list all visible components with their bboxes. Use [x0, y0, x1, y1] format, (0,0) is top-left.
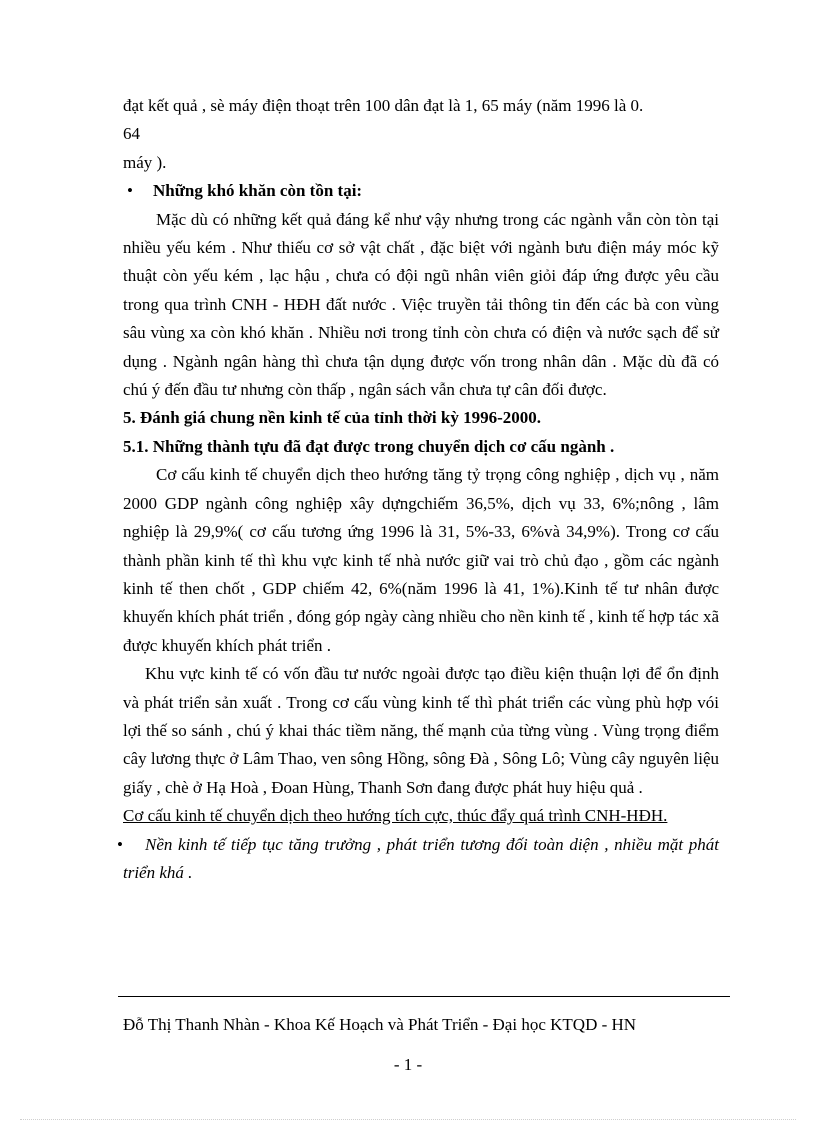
italic-bullet-item [117, 831, 719, 888]
underlined-statement: Cơ cấu kinh tế chuyển dịch theo hướng tích cực, thúc đẩy quá trình CNH-HĐH. [123, 806, 668, 826]
section-5-heading: 5. Đánh giá chung nền kinh tế của tỉnh thời kỳ 1996-2000. [123, 408, 541, 428]
paragraph-structure-shift: Cơ cấu kinh tế chuyển dịch theo hướng tăng tỷ trọng công nghiệp , dịch vụ , năm 2000 GDP ngành công nghiệp xây dựngchiếm 36,5%, dịch vụ 33, 6%;nông , lâm nghiệp là 29,9%( cơ cấu tương ứng 1996 là 31, 5%-33, 6%và 34,9%). Trong cơ cấu thành phần kinh tế thì khu vực kinh tế nhà nước giữ vai trò chủ đạo , gồm các ngành kinh tế then chốt , GDP chiếm 42, 6%(năm 1996 là 41, 1%).Kinh tế tư nhân được khuyến khích phát triển , đóng góp ngày càng nhiều cho nền kinh tế , kinh tế hợp tác xã được khuyến khích phát triển . [123, 465, 719, 655]
bullet-icon: • [127, 181, 133, 201]
difficulties-heading: Những khó khăn còn tồn tại: [153, 181, 363, 201]
difficulties-paragraph: Mặc dù có những kết quả đáng kể như vậy nhưng trong các ngành vẫn còn tòn tại nhiều yếu kém . Như thiếu cơ sở vật chất , đặc biệt với ngành bưu điện máy móc kỹ thuật còn yếu kém , lạc hậu , chưa có đội ngũ nhân viên giỏi đáp ứng được yêu cầu trong qua trình CNH - HĐH đất nước . Việc truyền tải thông tin đến các bà con vùng sâu vùng xa còn khó khăn . Nhiều nơi trong tỉnh còn chưa có điện và nước sạch để sử dụng . Ngành ngân hàng thì chưa tận dụng được vốn trong nhân dân . Mặc dù đã có chú ý đến đầu tư nhưng còn thấp , ngân sách vẫn chưa tự cân đối được. [123, 209, 719, 400]
intro-line-3: máy ). [123, 152, 167, 172]
bullet-icon: • [117, 834, 123, 854]
page-content [117, 92, 719, 887]
italic-bullet-text: Nền kinh tế tiếp tục tăng trưởng , phát triển tương đối toàn diện , nhiều mặt phát triển khá . [123, 834, 719, 882]
page-bottom-dotted-border [20, 1119, 796, 1120]
intro-line-1: đạt kết quả , sè máy điện thoạt trên 100 dân đạt là 1, 65 máy (năm 1996 là 0. [123, 96, 644, 115]
intro-line-2: 64 [123, 124, 140, 144]
footer-divider [118, 996, 730, 997]
section-5-1-heading: 5.1. Những thành tựu đã đạt được trong chuyển dịch cơ cấu ngành . [123, 436, 615, 456]
paragraph-foreign-investment: Khu vực kinh tế có vốn đầu tư nước ngoài được tạo điều kiện thuận lợi để ổn định và phát triển sản xuất . Trong cơ cấu vùng kinh tế thì phát triển các vùng phù hợp vói lợi thế so sánh , chú ý khai thác tiềm năng, thế mạnh của từng vùng . Vùng trọng điểm cây lương thực ở Lâm Thao, ven sông Hồng, sông Đà , Sông Lô; Vùng cây nguyên liệu giấy , chè ở Hạ Hoà , Đoan Hùng, Thanh Sơn đang được phát huy hiệu quả . [123, 664, 719, 797]
page-number: - 1 - [393, 1055, 423, 1074]
difficulties-heading-item [123, 177, 719, 205]
footer-author-line: Đỗ Thị Thanh Nhàn - Khoa Kế Hoạch và Phát Triển - Đại học KTQD - HN [123, 1015, 637, 1034]
